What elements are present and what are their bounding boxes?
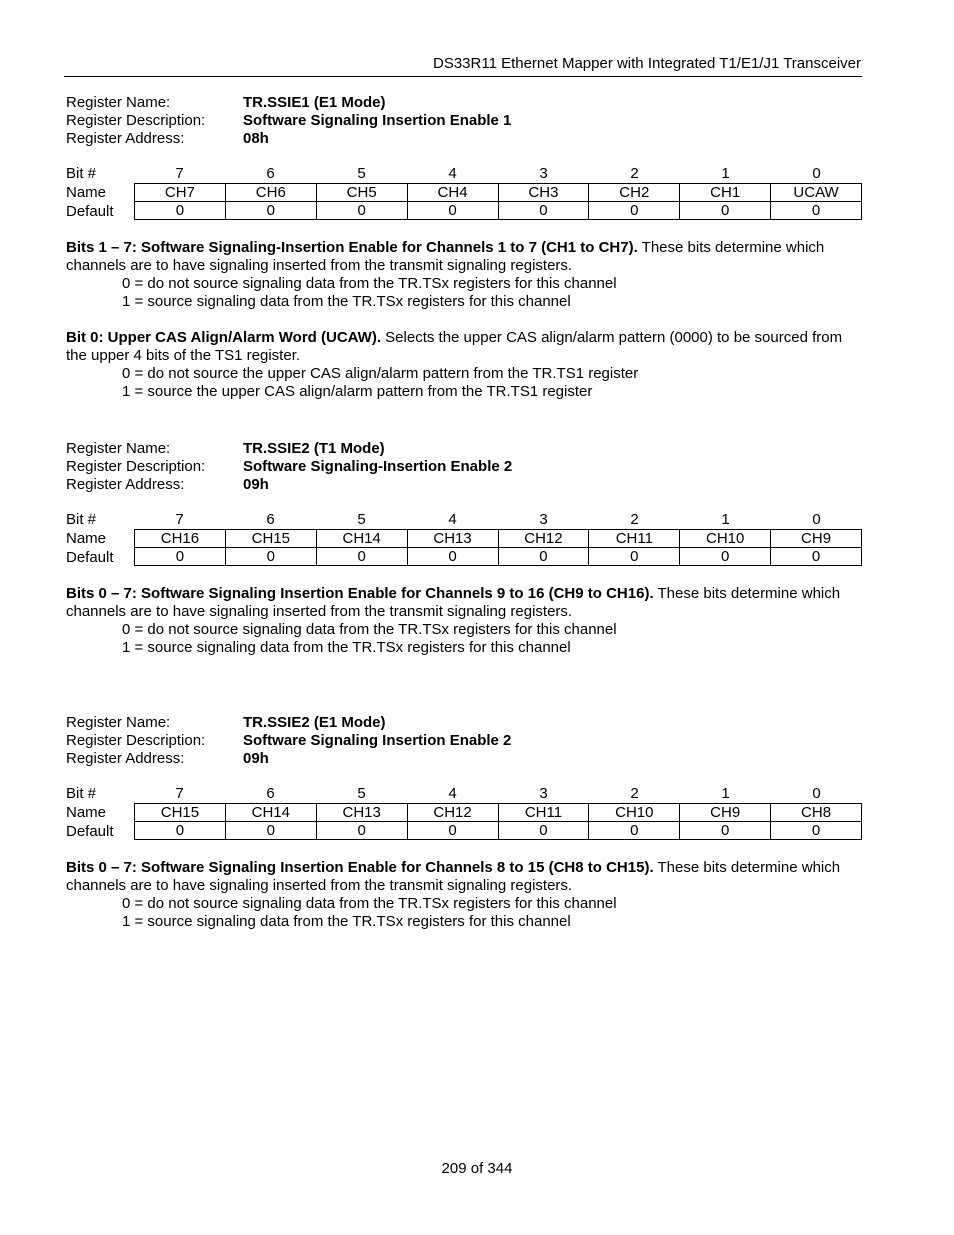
bit-number: 4	[448, 511, 457, 528]
bit-description-lead: Bits 0 – 7: Software Signaling Insertion Enable for Channels 9 to 16 (CH9 to CH16).	[66, 585, 654, 602]
bit-description-lead: Bit 0: Upper CAS Align/Alarm Word (UCAW).	[66, 329, 381, 346]
bit-name-cell: CH14	[316, 530, 407, 548]
register-description-value: Software Signaling Insertion Enable 1	[243, 112, 512, 129]
bit-number-row	[134, 165, 862, 183]
bit-number-label: Bit #	[66, 785, 97, 802]
bit-default-cell: 0	[225, 202, 316, 220]
bit-name-cell: CH5	[316, 184, 407, 202]
bit-number: 3	[539, 511, 548, 528]
bit-grid	[134, 803, 862, 840]
register-description-label: Register Description:	[66, 458, 206, 475]
bit-name-cell: CH10	[589, 804, 680, 822]
page-number: 209 of 344	[441, 1160, 513, 1177]
bit-name-row	[135, 530, 862, 548]
bit-default-cell: 0	[316, 202, 407, 220]
bit-name-cell: CH9	[771, 530, 862, 548]
bit-number: 3	[539, 165, 548, 182]
bit-option: 0 = do not source the upper CAS align/alarm pattern from the TR.TS1 register	[122, 365, 639, 382]
register-name-label: Register Name:	[66, 94, 171, 111]
bit-default-row	[135, 202, 862, 220]
bit-name-cell: CH15	[135, 804, 226, 822]
bit-number: 7	[175, 165, 184, 182]
register-address-label: Register Address:	[66, 476, 185, 493]
register-description-value: Software Signaling Insertion Enable 2	[243, 732, 512, 749]
bit-option: 1 = source signaling data from the TR.TSx registers for this channel	[122, 639, 571, 656]
bit-default-label: Default	[66, 823, 114, 840]
bit-description	[66, 585, 862, 657]
register-description-value: Software Signaling-Insertion Enable 2	[243, 458, 513, 475]
bit-default-cell: 0	[407, 202, 498, 220]
register-address-value: 09h	[243, 476, 269, 493]
bit-number: 2	[630, 165, 639, 182]
bit-name-cell: CH15	[225, 530, 316, 548]
bit-default-cell: 0	[135, 548, 226, 566]
register-name-row	[66, 94, 862, 112]
bit-description-lead: Bits 1 – 7: Software Signaling-Insertion Enable for Channels 1 to 7 (CH1 to CH7).	[66, 239, 638, 256]
bit-number: 6	[266, 511, 275, 528]
bit-default-cell: 0	[771, 822, 862, 840]
bit-default-cell: 0	[407, 548, 498, 566]
bit-default-row	[135, 822, 862, 840]
register-block-ssie1-e1	[66, 94, 862, 401]
register-name-row	[66, 714, 862, 732]
bit-name-cell: CH12	[498, 530, 589, 548]
bit-number: 4	[448, 785, 457, 802]
register-name-row	[66, 440, 862, 458]
bit-option: 0 = do not source signaling data from the TR.TSx registers for this channel	[122, 895, 617, 912]
register-address-row	[66, 750, 862, 768]
register-block-ssie2-t1	[66, 440, 862, 657]
bit-default-cell: 0	[680, 548, 771, 566]
bit-default-cell: 0	[407, 822, 498, 840]
bit-name-cell: CH11	[589, 530, 680, 548]
bit-description	[66, 239, 862, 311]
bit-option: 1 = source signaling data from the TR.TSx registers for this channel	[122, 913, 571, 930]
bit-default-cell: 0	[589, 822, 680, 840]
register-address-value: 08h	[243, 130, 269, 147]
bit-name-cell: CH16	[135, 530, 226, 548]
bit-number-row	[134, 785, 862, 803]
bit-name-cell: CH9	[680, 804, 771, 822]
bit-name-label: Name	[66, 184, 107, 201]
bit-default-cell: 0	[771, 202, 862, 220]
bit-name-cell: CH1	[680, 184, 771, 202]
bit-grid	[134, 183, 862, 220]
bit-default-cell: 0	[316, 822, 407, 840]
bit-description-text: These bits determine which channels are to have signaling inserted from the transmit signaling registers.	[66, 859, 841, 894]
bit-number: 4	[448, 165, 457, 182]
bit-default-cell: 0	[589, 202, 680, 220]
bit-name-cell: CH12	[407, 804, 498, 822]
register-description-row	[66, 732, 862, 750]
bit-default-cell: 0	[498, 822, 589, 840]
register-name-label: Register Name:	[66, 714, 171, 731]
register-description-label: Register Description:	[66, 112, 206, 129]
bit-number: 6	[266, 785, 275, 802]
bit-number: 0	[812, 785, 821, 802]
bit-name-cell: CH6	[225, 184, 316, 202]
header-rule	[64, 76, 862, 77]
register-description-row	[66, 112, 862, 130]
bit-default-cell: 0	[316, 548, 407, 566]
bit-description-text: These bits determine which channels are to have signaling inserted from the transmit signaling registers.	[66, 585, 841, 620]
bit-name-cell: UCAW	[771, 184, 862, 202]
bit-table	[66, 785, 862, 842]
bit-name-cell: CH4	[407, 184, 498, 202]
register-description-label: Register Description:	[66, 732, 206, 749]
bit-name-cell: CH7	[135, 184, 226, 202]
register-name-value: TR.SSIE2 (E1 Mode)	[243, 714, 386, 731]
bit-number: 5	[357, 511, 366, 528]
bit-table	[66, 165, 862, 222]
bit-name-row	[135, 804, 862, 822]
register-address-row	[66, 130, 862, 148]
bit-description-lead: Bits 0 – 7: Software Signaling Insertion Enable for Channels 8 to 15 (CH8 to CH15).	[66, 859, 654, 876]
bit-default-cell: 0	[589, 548, 680, 566]
bit-option: 1 = source signaling data from the TR.TSx registers for this channel	[122, 293, 571, 310]
bit-number-row	[134, 511, 862, 529]
register-name-label: Register Name:	[66, 440, 171, 457]
bit-name-label: Name	[66, 530, 107, 547]
register-name-value: TR.SSIE1 (E1 Mode)	[243, 94, 386, 111]
bit-number: 1	[721, 785, 730, 802]
bit-option: 0 = do not source signaling data from the TR.TSx registers for this channel	[122, 275, 617, 292]
running-header: DS33R11 Ethernet Mapper with Integrated T1/E1/J1 Transceiver	[432, 55, 861, 72]
bit-option: 1 = source the upper CAS align/alarm pattern from the TR.TS1 register	[122, 383, 593, 400]
bit-number: 7	[175, 785, 184, 802]
bit-description	[66, 859, 862, 931]
bit-grid	[134, 529, 862, 566]
bit-name-cell: CH13	[407, 530, 498, 548]
bit-description-text: Selects the upper CAS align/alarm pattern (0000) to be sourced from the upper 4 bits of the TS1 register.	[66, 329, 843, 364]
bit-default-cell: 0	[135, 822, 226, 840]
bit-default-cell: 0	[498, 202, 589, 220]
bit-number: 0	[812, 511, 821, 528]
bit-number: 0	[812, 165, 821, 182]
register-name-value: TR.SSIE2 (T1 Mode)	[243, 440, 385, 457]
bit-default-cell: 0	[498, 548, 589, 566]
bit-table	[66, 511, 862, 568]
bit-number: 5	[357, 785, 366, 802]
bit-name-cell: CH8	[771, 804, 862, 822]
bit-number: 1	[721, 511, 730, 528]
register-address-row	[66, 476, 862, 494]
bit-name-label: Name	[66, 804, 107, 821]
bit-default-label: Default	[66, 549, 114, 566]
bit-number-label: Bit #	[66, 511, 97, 528]
register-description-row	[66, 458, 862, 476]
bit-number: 2	[630, 511, 639, 528]
bit-description-paragraph	[66, 585, 862, 621]
bit-description	[66, 329, 862, 401]
bit-default-cell: 0	[225, 822, 316, 840]
bit-default-cell: 0	[771, 548, 862, 566]
bit-name-cell: CH13	[316, 804, 407, 822]
register-address-value: 09h	[243, 750, 269, 767]
bit-name-cell: CH14	[225, 804, 316, 822]
bit-number: 2	[630, 785, 639, 802]
bit-number-label: Bit #	[66, 165, 97, 182]
register-block-ssie2-e1	[66, 714, 862, 931]
bit-number: 3	[539, 785, 548, 802]
bit-name-cell: CH2	[589, 184, 680, 202]
bit-default-cell: 0	[135, 202, 226, 220]
bit-description-paragraph	[66, 329, 862, 365]
bit-number: 5	[357, 165, 366, 182]
register-address-label: Register Address:	[66, 130, 185, 147]
bit-description-paragraph	[66, 239, 862, 275]
bit-option: 0 = do not source signaling data from the TR.TSx registers for this channel	[122, 621, 617, 638]
bit-default-label: Default	[66, 203, 114, 220]
bit-number: 1	[721, 165, 730, 182]
bit-name-row	[135, 184, 862, 202]
bit-name-cell: CH3	[498, 184, 589, 202]
register-address-label: Register Address:	[66, 750, 185, 767]
bit-number: 6	[266, 165, 275, 182]
bit-default-cell: 0	[225, 548, 316, 566]
bit-name-cell: CH10	[680, 530, 771, 548]
bit-default-cell: 0	[680, 202, 771, 220]
bit-name-cell: CH11	[498, 804, 589, 822]
bit-default-row	[135, 548, 862, 566]
bit-default-cell: 0	[680, 822, 771, 840]
bit-number: 7	[175, 511, 184, 528]
bit-description-paragraph	[66, 859, 862, 895]
bit-description-text: These bits determine which channels are to have signaling inserted from the transmit signaling registers.	[66, 239, 825, 274]
